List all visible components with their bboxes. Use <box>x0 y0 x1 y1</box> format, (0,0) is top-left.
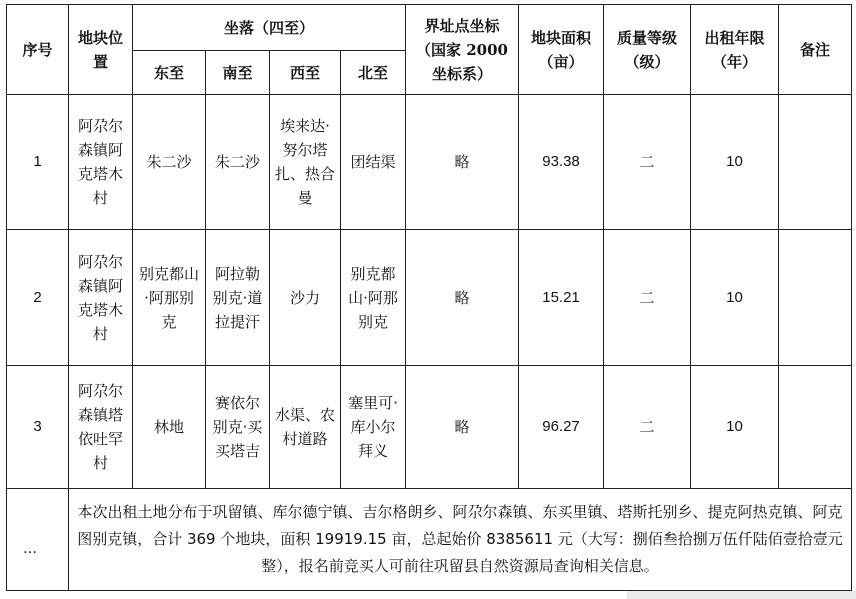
row-north: 团结渠 <box>341 95 406 230</box>
header-quality-grade: 质量等级（级） <box>604 5 691 95</box>
table-row <box>7 230 852 366</box>
header-location: 地块位置 <box>69 5 133 95</box>
header-west: 西至 <box>270 51 341 95</box>
row-term: 10 <box>691 366 779 489</box>
page-edge-shadow <box>627 591 856 599</box>
row-term: 10 <box>691 230 779 366</box>
row-remark <box>779 230 852 366</box>
row-south: 赛依尔别克·买买塔吉 <box>206 366 270 489</box>
row-location: 阿尕尔森镇阿克塔木村 <box>69 230 133 366</box>
row-west: 埃来达·努尔塔扎、热合曼 <box>270 95 341 230</box>
note-row <box>7 489 852 591</box>
land-lease-table <box>6 4 852 591</box>
row-coordinates: 略 <box>406 230 519 366</box>
row-south: 朱二沙 <box>206 95 270 230</box>
row-east: 别克都山·阿那别克 <box>133 230 206 366</box>
row-coordinates: 略 <box>406 366 519 489</box>
row-east: 林地 <box>133 366 206 489</box>
row-north: 塞里可·库小尔拜义 <box>341 366 406 489</box>
row-east: 朱二沙 <box>133 95 206 230</box>
row-remark <box>779 366 852 489</box>
row-south: 阿拉勒别克·道拉提汗 <box>206 230 270 366</box>
row-north: 别克都山·阿那别克 <box>341 230 406 366</box>
row-grade: 二 <box>604 230 691 366</box>
note-lead-cell <box>7 489 69 591</box>
note-lead-ellipsis: … <box>23 541 37 557</box>
row-seq: 3 <box>7 366 69 489</box>
row-area: 96.27 <box>519 366 604 489</box>
note-text: 本次出租土地分布于巩留镇、库尔德宁镇、吉尔格朗乡、阿尕尔森镇、东买里镇、塔斯托别乡、提克阿热克镇、阿克图别克镇，合计 369 个地块，面积 19919.15 亩，总起始价 8385611 元（大写：捌佰叁拾捌万伍仟陆佰壹拾壹元整），报名前竞买人可前往巩留县自然资源局查询相关信息。 <box>77 503 843 575</box>
header-east: 东至 <box>133 51 206 95</box>
row-location: 阿尕尔森镇塔依吐罕村 <box>69 366 133 489</box>
row-area: 15.21 <box>519 230 604 366</box>
row-grade: 二 <box>604 95 691 230</box>
row-area: 93.38 <box>519 95 604 230</box>
row-location: 阿尕尔森镇阿克塔木村 <box>69 95 133 230</box>
row-west: 沙力 <box>270 230 341 366</box>
header-lease-term: 出租年限（年） <box>691 5 779 95</box>
header-boundary: 坐落（四至） <box>133 5 406 51</box>
header-south: 南至 <box>206 51 270 95</box>
note-cell <box>69 489 852 591</box>
table-row <box>7 95 852 230</box>
row-west: 水渠、农村道路 <box>270 366 341 489</box>
row-seq: 2 <box>7 230 69 366</box>
header-seq: 序号 <box>7 5 69 95</box>
header-coordinates: 界址点坐标（国家 2000 坐标系） <box>406 5 519 95</box>
header-area: 地块面积（亩） <box>519 5 604 95</box>
header-remark: 备注 <box>779 5 852 95</box>
row-seq: 1 <box>7 95 69 230</box>
table-row <box>7 366 852 489</box>
header-north: 北至 <box>341 51 406 95</box>
row-remark <box>779 95 852 230</box>
row-coordinates: 略 <box>406 95 519 230</box>
row-grade: 二 <box>604 366 691 489</box>
row-term: 10 <box>691 95 779 230</box>
